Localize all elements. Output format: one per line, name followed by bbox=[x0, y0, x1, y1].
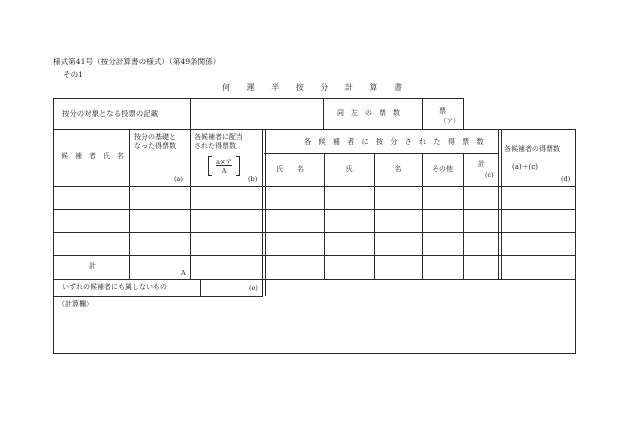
table-rule bbox=[53, 255, 575, 256]
col-name-1: 氏 名 bbox=[276, 165, 304, 173]
total-row-value: A bbox=[181, 269, 186, 277]
table-rule bbox=[53, 232, 575, 233]
col-other: その他 bbox=[432, 165, 453, 173]
title-char: 分 bbox=[320, 83, 329, 92]
table-rule bbox=[53, 296, 263, 297]
allocation-mark: (b) bbox=[248, 175, 258, 183]
formula-numerator: a×ア bbox=[216, 158, 232, 166]
total-row-label: 計 bbox=[89, 262, 96, 270]
base-votes-header-line1: 按分の基礎と bbox=[134, 133, 176, 141]
candidate-name-header: 候 補 者 氏 名 bbox=[61, 152, 124, 160]
target-votes-label: 按分の対象となる投票の記載 bbox=[62, 109, 159, 118]
base-votes-mark: (a) bbox=[174, 175, 183, 183]
calculation-area-label: （計算欄） bbox=[58, 300, 93, 308]
bracket-right bbox=[236, 156, 240, 176]
title-char: 按 bbox=[295, 83, 304, 92]
table-rule bbox=[53, 129, 575, 130]
title-char: 算 bbox=[369, 83, 378, 92]
table-rule bbox=[53, 98, 464, 99]
col-total: 計 bbox=[478, 160, 485, 168]
votes-mark-label: （ア） bbox=[440, 117, 460, 125]
document-title bbox=[222, 84, 402, 92]
table-rule bbox=[190, 129, 191, 279]
allocated-votes-group-header: 各 候 補 者 に 按 分 さ れ た 得 票 数 bbox=[304, 137, 484, 146]
unassigned-label: いずれの候補者にも属しないもの bbox=[62, 283, 167, 291]
table-rule bbox=[463, 153, 464, 279]
votes-unit-label: 票 bbox=[439, 107, 446, 115]
formula-denominator: A bbox=[221, 167, 227, 175]
col-total-mark: (c) bbox=[485, 171, 494, 179]
col-name-3: 名 bbox=[394, 165, 402, 173]
final-formula: (a)＋(c) bbox=[512, 163, 539, 171]
title-char: 半 bbox=[271, 83, 280, 92]
fraction-bar bbox=[216, 165, 232, 166]
title-char: 書 bbox=[393, 83, 402, 92]
allocation-header-line1: 各候補者に配当 bbox=[194, 133, 243, 141]
title-char: 計 bbox=[344, 83, 353, 92]
col-name-2: 氏 bbox=[345, 165, 353, 173]
form-number-label: 様式第41号（按分計算書の様式）（第49条関係） bbox=[53, 57, 221, 66]
base-votes-header-line2: なった得票数 bbox=[134, 142, 176, 150]
allocation-header-line2: された得票数 bbox=[194, 142, 236, 150]
table-rule bbox=[422, 98, 423, 129]
table-rule bbox=[190, 98, 191, 129]
table-rule bbox=[463, 98, 464, 129]
allocation-formula bbox=[208, 156, 240, 176]
table-rule bbox=[53, 209, 575, 210]
table-rule bbox=[129, 129, 130, 279]
table-rule bbox=[498, 129, 502, 279]
title-char: 何 bbox=[222, 83, 230, 92]
unassigned-mark: (e) bbox=[249, 284, 258, 292]
table-rule bbox=[53, 279, 575, 280]
same-count-label: 同 左 の 票 数 bbox=[337, 109, 400, 117]
table-rule bbox=[53, 353, 575, 354]
table-rule bbox=[323, 98, 324, 129]
final-votes-header: 各候補者の得票数 bbox=[504, 145, 560, 153]
form-sub-label: その1 bbox=[63, 70, 84, 79]
table-rule bbox=[200, 279, 201, 296]
table-rule bbox=[53, 186, 575, 187]
final-mark: (d) bbox=[561, 175, 571, 183]
title-char: 運 bbox=[246, 83, 255, 92]
table-rule bbox=[53, 98, 54, 354]
table-rule bbox=[262, 129, 266, 296]
table-rule bbox=[575, 129, 576, 354]
